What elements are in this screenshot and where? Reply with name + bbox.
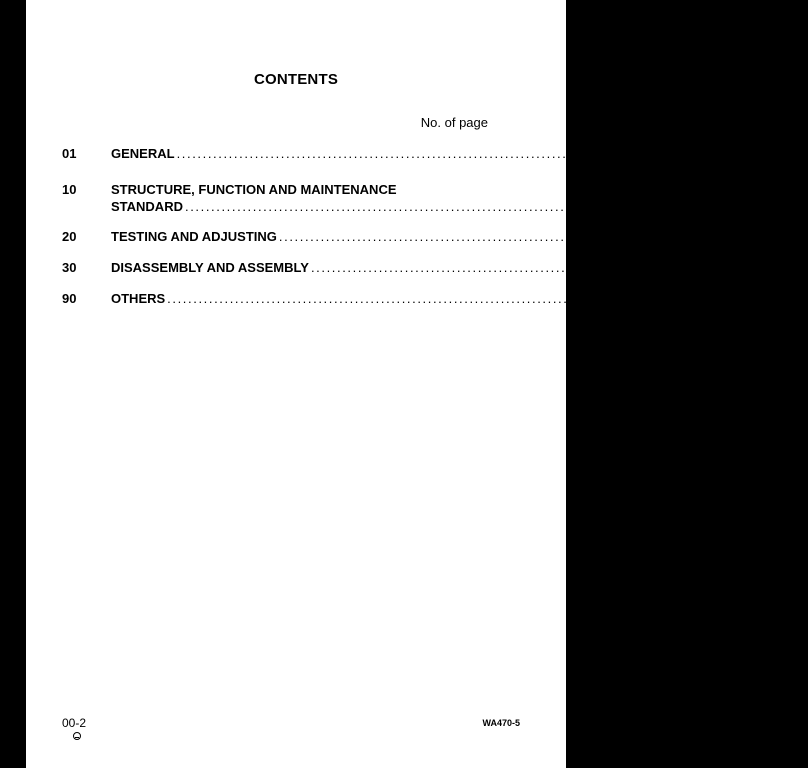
toc-entry-number: 10 <box>62 182 77 197</box>
dot-leader: .......................................................................................... <box>176 146 646 161</box>
toc-entry-testing[interactable] <box>62 228 776 245</box>
toc-entry-others[interactable] <box>62 290 665 307</box>
dot-leader: .......................................................................................... <box>184 199 655 214</box>
toc-entry-disassembly[interactable] <box>62 259 808 276</box>
dot-leader: .......................................................................................... <box>278 229 748 244</box>
page-column-header: No. of page <box>420 115 488 130</box>
footer-page-number: 00-2 <box>62 716 87 730</box>
toc-entry-title-continued: STANDARD <box>111 199 183 214</box>
toc-entry-page: 10-1 <box>656 199 683 214</box>
toc-entry-number: 20 <box>62 229 77 244</box>
dot-leader: .......................................................................................... <box>310 260 781 275</box>
toc-entry-page: 20-1 <box>749 229 776 244</box>
document-page <box>26 0 808 768</box>
toc-entry-title: TESTING AND ADJUSTING <box>111 229 277 244</box>
toc-entry-general[interactable] <box>62 145 674 162</box>
toc-entry-page: 90-1 <box>638 291 665 306</box>
toc-entry-page: 01-1 <box>647 146 674 161</box>
revision-circle-icon <box>73 732 81 740</box>
toc-entry-title: OTHERS <box>111 291 166 306</box>
toc-entry-structure[interactable] <box>62 181 683 215</box>
toc-entry-number: 90 <box>62 291 77 306</box>
toc-entry-number: 30 <box>62 260 77 275</box>
toc-entry-number: 01 <box>62 146 77 161</box>
toc-entry-title: STRUCTURE, FUNCTION AND MAINTENANCE <box>111 182 397 197</box>
footer-model: WA470-5 <box>482 718 520 728</box>
toc-entry-page: 30-1 <box>782 260 808 275</box>
toc-entry-title: DISASSEMBLY AND ASSEMBLY <box>111 260 309 275</box>
page-title: CONTENTS <box>253 71 339 88</box>
toc-entry-title: GENERAL <box>111 146 175 161</box>
dot-leader: .......................................................................................... <box>167 291 637 306</box>
